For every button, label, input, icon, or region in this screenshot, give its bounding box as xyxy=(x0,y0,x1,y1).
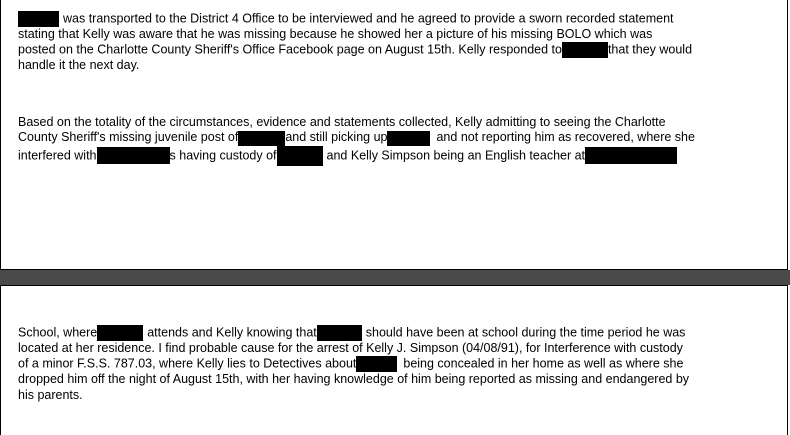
paragraph-3 xyxy=(18,325,778,403)
redaction-block xyxy=(585,147,677,164)
paragraph-2-line-1: Based on the totality of the circumstances, evidence and statements collected, Kelly admitting to seeing the Charlotte xyxy=(18,115,666,129)
redaction-block xyxy=(97,147,170,164)
redaction-block xyxy=(277,146,323,166)
paragraph-3-line-5: his parents. xyxy=(18,387,83,402)
redaction-block xyxy=(18,11,59,27)
redaction-block xyxy=(238,131,285,146)
paragraph-3-line-4: dropped him off the night of August 15th, with her having knowledge of him being reported as missing and endangered by xyxy=(18,372,690,387)
document-page-bottom xyxy=(0,285,788,435)
redaction-block xyxy=(317,325,362,341)
paragraph-3-line-1: School, where attends and Kelly knowing that should have been at school during the time period he was xyxy=(18,325,686,340)
paragraph-1-line-3: posted on the Charlotte County Sheriff's Office Facebook page on August 15th. Kelly responded to that they would xyxy=(18,42,693,57)
redaction-block xyxy=(356,356,397,372)
paragraph-3-line-2: located at her residence. I find probable cause for the arrest of Kelly J. Simpson (04/08/91), for Interference with custody xyxy=(18,341,683,355)
paragraph-2 xyxy=(18,115,778,166)
paragraph-2-line-2: County Sheriff's missing juvenile post of and still picking up and not reporting him as recovered, where she xyxy=(18,130,695,145)
paragraph-2-line-3: interfered with s having custody of and Kelly Simpson being an English teacher at xyxy=(18,146,778,166)
paragraph-1-line-4: handle it the next day. xyxy=(18,58,140,73)
page-separator xyxy=(0,270,790,285)
paragraph-1-line-2: stating that Kelly was aware that he was missing because he showed her a picture of his missing BOLO which was xyxy=(18,27,653,41)
paragraph-1 xyxy=(18,11,778,74)
redaction-block xyxy=(387,131,430,146)
redaction-block xyxy=(97,325,143,341)
paragraph-1-line-1: was transported to the District 4 Office to be interviewed and he agreed to provide a sworn recorded statement xyxy=(18,11,778,27)
paragraph-3-line-3: of a minor F.S.S. 787.03, where Kelly lies to Detectives about being concealed in her home as well as where she xyxy=(18,356,684,371)
redaction-block xyxy=(562,42,608,58)
